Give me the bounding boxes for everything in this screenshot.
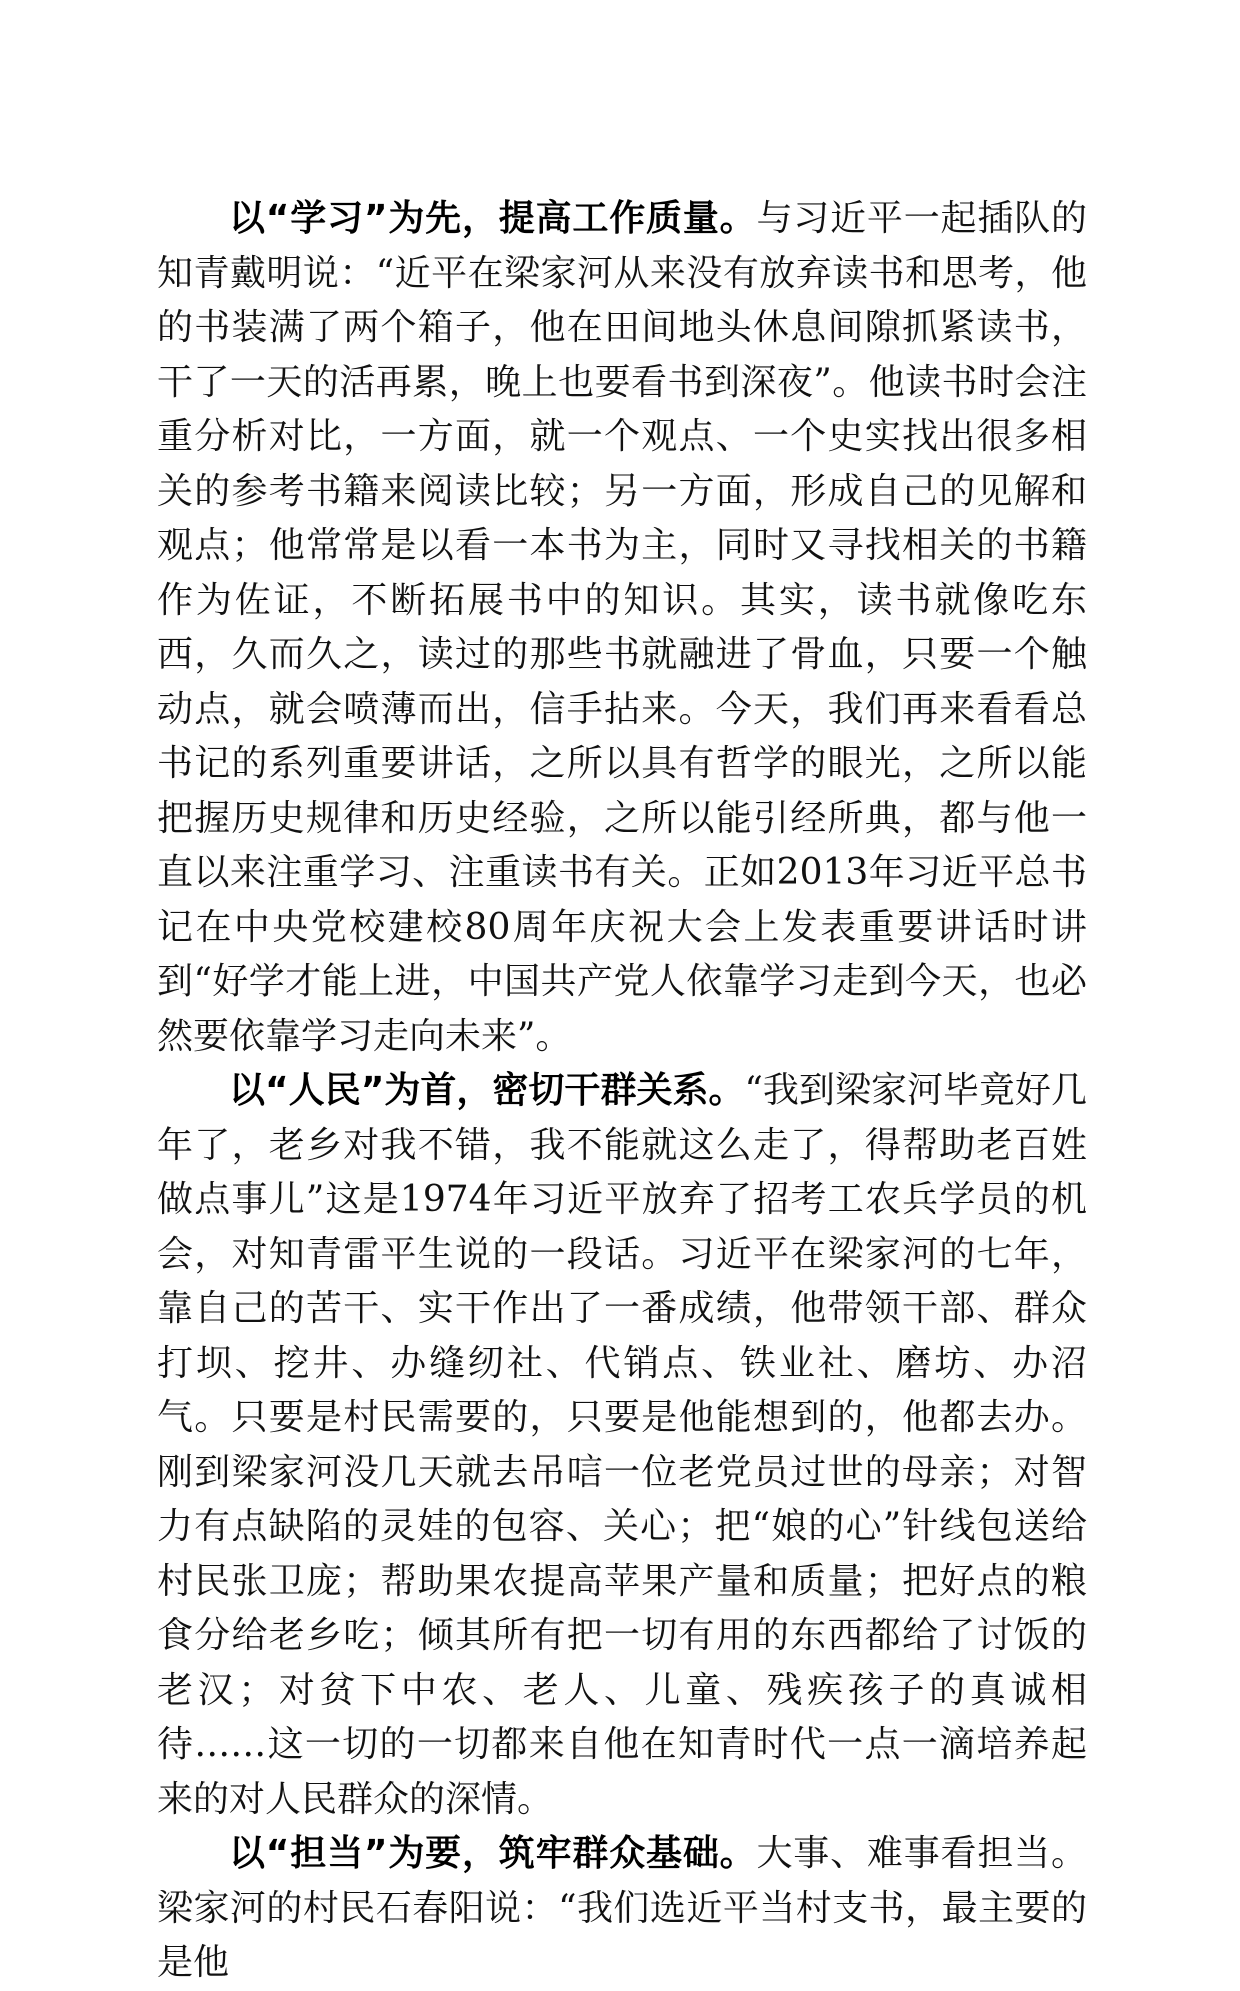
paragraph-body: 大事、难事看担当。梁家河的村民石春阳说：“我们选近平当村支书，最主要的是他 bbox=[157, 1833, 1087, 1983]
document-page bbox=[157, 192, 1087, 1991]
paragraph-heading: 以“学习”为先，提高工作质量。 bbox=[229, 198, 757, 239]
paragraph-responsibility bbox=[157, 1827, 1087, 1991]
paragraph-heading: 以“人民”为首，密切干群关系。 bbox=[229, 1070, 745, 1111]
paragraph-body: “我到梁家河毕竟好几年了，老乡对我不错，我不能就这么走了，得帮助老百姓做点事儿”这是1974年习近平放弃了招考工农兵学员的机会，对知青雷平生说的一段话。习近平在梁家河的七年，靠自己的苦干、实干作出了一番成绩，他带领干部、群众打坝、挖井、办缝纫社、代销点、铁业社、磨坊、办沼气。只要是村民需要的，只要是他能想到的，他都去办。刚到梁家河没几天就去吊唁一位老党员过世的母亲；对智力有点缺陷的灵娃的包容、关心；把“娘的心”针线包送给村民张卫庞；帮助果农提高苹果产量和质量；把好点的粮食分给老乡吃；倾其所有把一切有用的东西都给了讨饭的老汉；对贫下中农、老人、儿童、残疾孩子的真诚相待……这一切的一切都来自他在知青时代一点一滴培养起来的对人民群众的深情。 bbox=[157, 1070, 1088, 1820]
paragraph-study bbox=[157, 192, 1087, 1064]
paragraph-heading: 以“担当”为要，筑牢群众基础。 bbox=[229, 1833, 757, 1874]
paragraph-body: 与习近平一起插队的知青戴明说：“近平在梁家河从来没有放弃读书和思考，他的书装满了两个箱子，他在田间地头休息间隙抓紧读书，干了一天的活再累，晚上也要看书到深夜”。他读书时会注重分析对比，一方面，就一个观点、一个史实找出很多相关的参考书籍来阅读比较；另一方面，形成自己的见解和观点；他常常是以看一本书为主，同时又寻找相关的书籍作为佐证，不断拓展书中的知识。其实，读书就像吃东西，久而久之，读过的那些书就融进了骨血，只要一个触动点，就会喷薄而出，信手拈来。今天，我们再来看看总书记的系列重要讲话，之所以具有哲学的眼光，之所以能把握历史规律和历史经验，之所以能引经所典，都与他一直以来注重学习、注重读书有关。正如2013年习近平总书记在中央党校建校80周年庆祝大会上发表重要讲话时讲到“好学才能上进，中国共产党人依靠学习走到今天，也必然要依靠学习走向未来”。 bbox=[157, 198, 1087, 1057]
paragraph-people bbox=[157, 1064, 1087, 1827]
